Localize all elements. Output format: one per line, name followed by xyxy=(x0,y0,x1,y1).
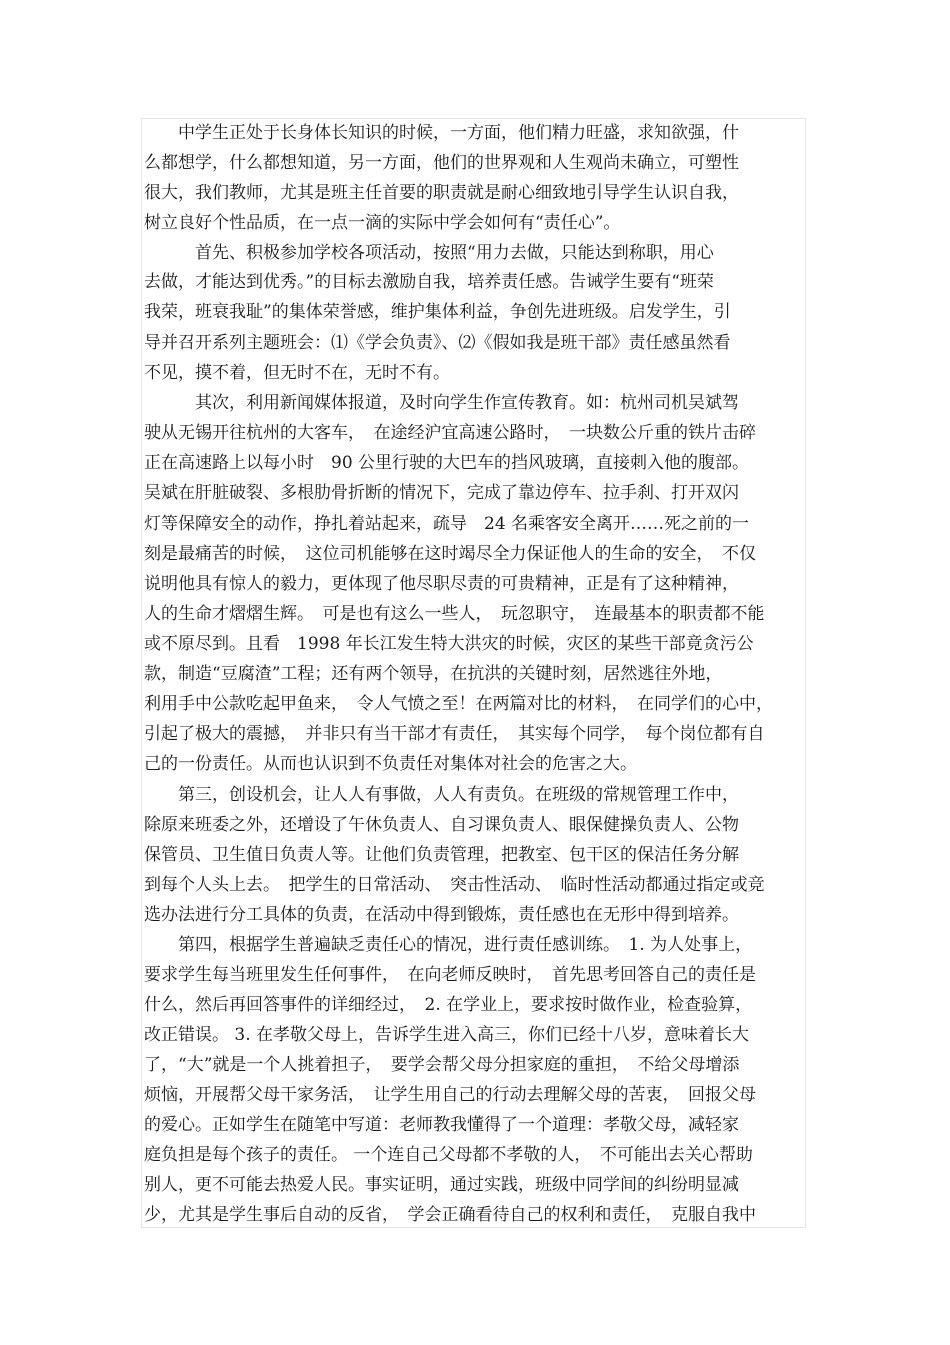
text-line: 首先、积极参加学校各项活动，按照“用力去做，只能达到称职，用心 xyxy=(144,243,714,263)
text-line: 树立良好个性品质，在一点一滴的实际中学会如何有“责任心”。 xyxy=(144,213,621,233)
text-line: 己的一份责任。从而也认识到不负责任对集体对社会的危害之大。 xyxy=(144,754,637,774)
text-line: 保管员、卫生值日负责人等。让他们负责管理，把教室、包干区的保洁任务分解 xyxy=(144,845,739,865)
text-line: 什么，然后再回答事件的详细经过， 2. 在学业上，要求按时做作业，检查验算， xyxy=(144,995,753,1015)
text-line: 人的生命才熠熠生辉。 可是也有这么一些人， 玩忽职守， 连最基本的职责都不能 xyxy=(144,604,765,624)
text-line: 或不原尽到。且看 1998 年长江发生特大洪灾的时候，灾区的某些干部竟贪污公 xyxy=(144,634,754,654)
text-line: 要求学生每当班里发生任何事件， 在向老师反映时， 首先思考回答自己的责任是 xyxy=(144,965,756,985)
text-line: 第四，根据学生普遍缺乏责任心的情况，进行责任感训练。 1. 为人处事上， xyxy=(144,935,753,955)
text-line: 庭负担是每个孩子的责任。 一个连自己父母都不孝敬的人， 不可能出去关心帮助 xyxy=(144,1145,753,1165)
text-line: 中学生正处于长身体长知识的时候，一方面，他们精力旺盛，求知欲强，什 xyxy=(144,123,739,143)
text-line: 了，“大”就是一个人挑着担子， 要学会帮父母分担家庭的重担， 不给父母增添 xyxy=(144,1055,740,1075)
text-line: 的爱心。正如学生在随笔中写道：老师教我懂得了一个道理：孝敬父母，减轻家 xyxy=(144,1115,739,1135)
text-line: 改正错误。 3. 在孝敬父母上，告诉学生进入高三，你们已经十八岁，意味着长大 xyxy=(144,1025,750,1045)
text-line: 少，尤其是学生事后自动的反省， 学会正确看待自己的权利和责任， 克服自我中 xyxy=(144,1205,756,1225)
text-line: 灯等保障安全的动作，挣扎着站起来，疏导 24 名乘客安全离开……死之前的一 xyxy=(144,514,750,534)
text-line: 引起了极大的震撼， 并非只有当干部才有责任， 其实每个同学， 每个岗位都有自 xyxy=(144,724,765,744)
text-line: 么都想学，什么都想知道，另一方面，他们的世界观和人生观尚未确立，可塑性 xyxy=(144,153,739,173)
text-line: 除原来班委之外，还增设了午休负责人、自习课负责人、眼保健操负责人、公物 xyxy=(144,815,739,835)
text-line: 去做，才能达到优秀。”的目标去激励自我，培养责任感。告诫学生要有“班荣 xyxy=(144,272,714,292)
text-line: 驶从无锡开往杭州的大客车， 在途经沪宜高速公路时， 一块数公斤重的铁片击碎 xyxy=(144,423,756,443)
text-line: 烦恼，开展帮父母干家务活， 让学生用自己的行动去理解父母的苦衷， 回报父母 xyxy=(144,1085,756,1105)
text-line: 别人，更不可能去热爱人民。事实证明，通过实践，班级中同学间的纠纷明显减 xyxy=(144,1175,739,1195)
text-line: 选办法进行分工具体的负责，在活动中得到锻炼，责任感也在无形中得到培养。 xyxy=(144,905,739,925)
text-line: 其次，利用新闻媒体报道，及时向学生作宣传教育。如：杭州司机吴斌驾 xyxy=(144,393,739,413)
text-line: 刻是最痛苦的时候， 这位司机能够在这时竭尽全力保证他人的生命的安全， 不仅 xyxy=(144,544,756,564)
text-line: 我荣，班衰我耻”的集体荣誉感，维护集体利益，争创先进班级。启发学生，引 xyxy=(144,302,731,322)
text-line: 款，制造“豆腐渣”工程；还有两个领导，在抗洪的关键时刻，居然逃往外地， xyxy=(144,664,723,684)
text-line: 导并召开系列主题班会：⑴《学会负责》、⑵《假如我是班干部》责任感虽然看 xyxy=(144,333,731,353)
text-line: 说明他具有惊人的毅力，更体现了他尽职尽责的可贵精神，正是有了这种精神， xyxy=(144,574,739,594)
text-line: 利用手中公款吃起甲鱼来， 令人气愤之至！在两篇对比的材料， 在同学们的心中， xyxy=(144,694,773,714)
text-line: 到每个人头上去。 把学生的日常活动、 突击性活动、 临时性活动都通过指定或竞 xyxy=(144,875,765,895)
text-line: 不见，摸不着，但无时不在，无时不有。 xyxy=(144,363,450,383)
text-line: 正在高速路上以每小时 90 公里行驶的大巴车的挡风玻璃，直接刺入他的腹部。 xyxy=(144,453,750,473)
text-line: 吴斌在肝脏破裂、多根肋骨折断的情况下，完成了靠边停车、拉手刹、打开双闪 xyxy=(144,483,739,503)
text-line: 第三，创设机会，让人人有事做，人人有责负。在班级的常规管理工作中， xyxy=(144,785,739,805)
text-line: 很大，我们教师，尤其是班主任首要的职责就是耐心细致地引导学生认识自我， xyxy=(144,183,739,203)
